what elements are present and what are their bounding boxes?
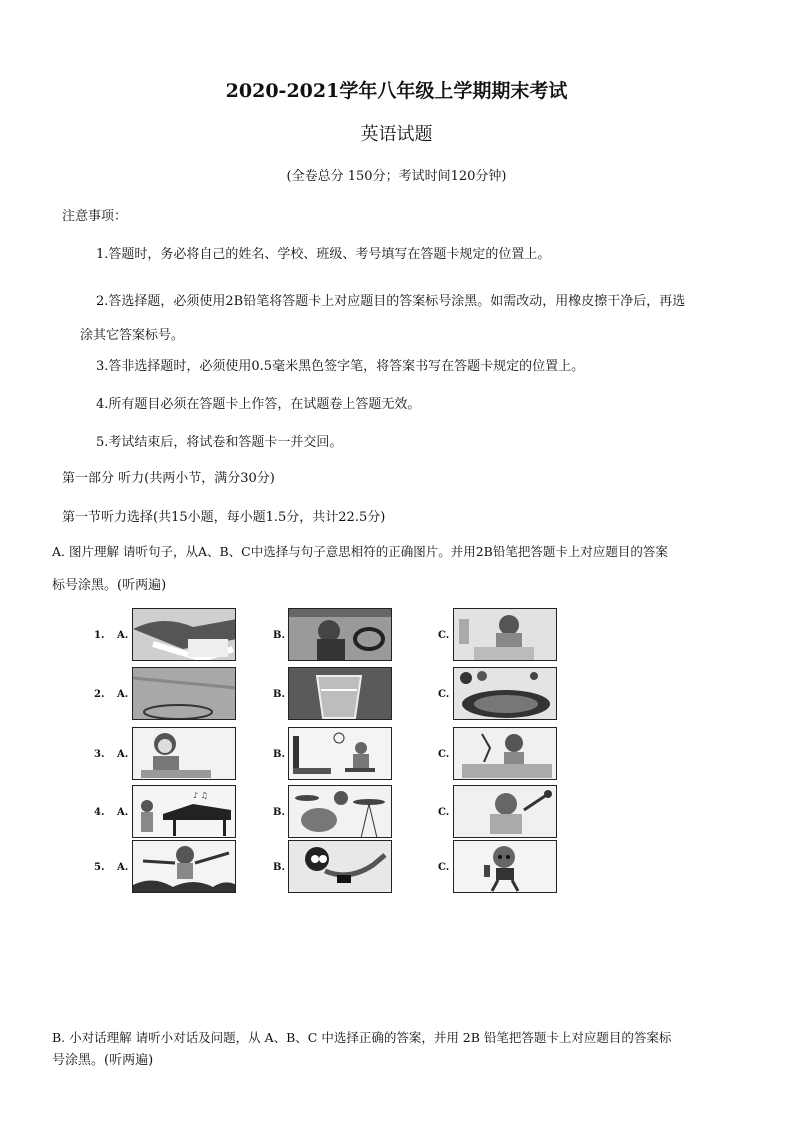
notice-item-2-cont: 涂其它答案标号。: [80, 328, 185, 343]
svg-text:♪ ♫: ♪ ♫: [193, 791, 208, 800]
question-number: 2.: [94, 689, 105, 700]
option-label: A.: [117, 630, 129, 641]
option-label: A.: [117, 689, 129, 700]
woman-writing-picture: [453, 608, 557, 661]
boy-swimming-picture: [288, 840, 392, 893]
boy-playing-guitar-picture: [453, 785, 557, 838]
section-b-instruction-cont: 号涂黑。(听两遍): [52, 1053, 154, 1068]
section1-heading: 第一节听力选择(共15小题，每小题1.5分，共计22.5分): [62, 510, 386, 525]
option-label: B.: [273, 862, 285, 873]
person-driving-car-picture: [288, 608, 392, 661]
option-label: C.: [438, 630, 450, 641]
notice-item-3: 3.答非选择题时，必须使用0.5毫米黑色签字笔，将答案书写在答题卡规定的位置上。: [96, 359, 585, 374]
option-label: B.: [273, 689, 285, 700]
option-label: C.: [438, 807, 450, 818]
notice-heading: 注意事项：: [62, 209, 128, 224]
plate-of-food-picture: [453, 667, 557, 720]
option-label: A.: [117, 807, 129, 818]
option-label: B.: [273, 749, 285, 760]
notice-item-4: 4.所有题目必须在答题卡上作答，在试题卷上答题无效。: [96, 397, 421, 412]
option-label: B.: [273, 630, 285, 641]
option-label: A.: [117, 862, 129, 873]
question-number: 5.: [94, 862, 105, 873]
girl-playing-piano-picture: [132, 785, 236, 838]
boy-watching-tv-picture: [288, 727, 392, 780]
section-a-instruction: A. 图片理解 请听句子，从A、B、C中选择与句子意思相符的正确图片。并用2B铅笔把答题卡上对应题目的答案: [52, 544, 668, 559]
notice-item-2: 2.答选择题，必须使用2B铅笔将答题卡上对应题目的答案标号涂黑。如需改动，用橡皮擦干净后，再选: [96, 294, 686, 309]
question-number: 4.: [94, 807, 105, 818]
exam-title: 2020-2021学年八年级上学期期末考试: [225, 80, 568, 102]
boy-playing-drums-picture: [288, 785, 392, 838]
question-number: 3.: [94, 749, 105, 760]
section-a-instruction-cont: 标号涂黑。(听两遍): [52, 578, 167, 593]
exam-info: (全卷总分 150分；考试时间120分钟): [286, 169, 507, 184]
boy-surfing-picture: [132, 840, 236, 893]
option-label: B.: [273, 807, 285, 818]
option-label: C.: [438, 862, 450, 873]
subject-title: 英语试题: [360, 124, 433, 145]
notice-item-1: 1.答题时，务必将自己的姓名、学校、班级、考号填写在答题卡规定的位置上。: [96, 247, 551, 262]
option-label: C.: [438, 689, 450, 700]
section-b-instruction: B. 小对话理解 请听小对话及问题，从 A、B、C 中选择正确的答案，并用 2B 铅笔把答题卡上对应题目的答案标: [52, 1030, 672, 1045]
question-number: 1.: [94, 630, 105, 641]
boy-studying-desk-picture: [453, 727, 557, 780]
option-label: A.: [117, 749, 129, 760]
girl-reading-picture: [132, 727, 236, 780]
boy-running-picture: [453, 840, 557, 893]
notice-item-5: 5.考试结束后，将试卷和答题卡一并交回。: [96, 435, 343, 450]
empty-plate-picture: [132, 667, 236, 720]
part1-heading: 第一部分 听力(共两小节，满分30分): [62, 471, 275, 486]
glass-of-water-picture: [288, 667, 392, 720]
hands-drawing-picture: [132, 608, 236, 661]
option-label: C.: [438, 749, 450, 760]
